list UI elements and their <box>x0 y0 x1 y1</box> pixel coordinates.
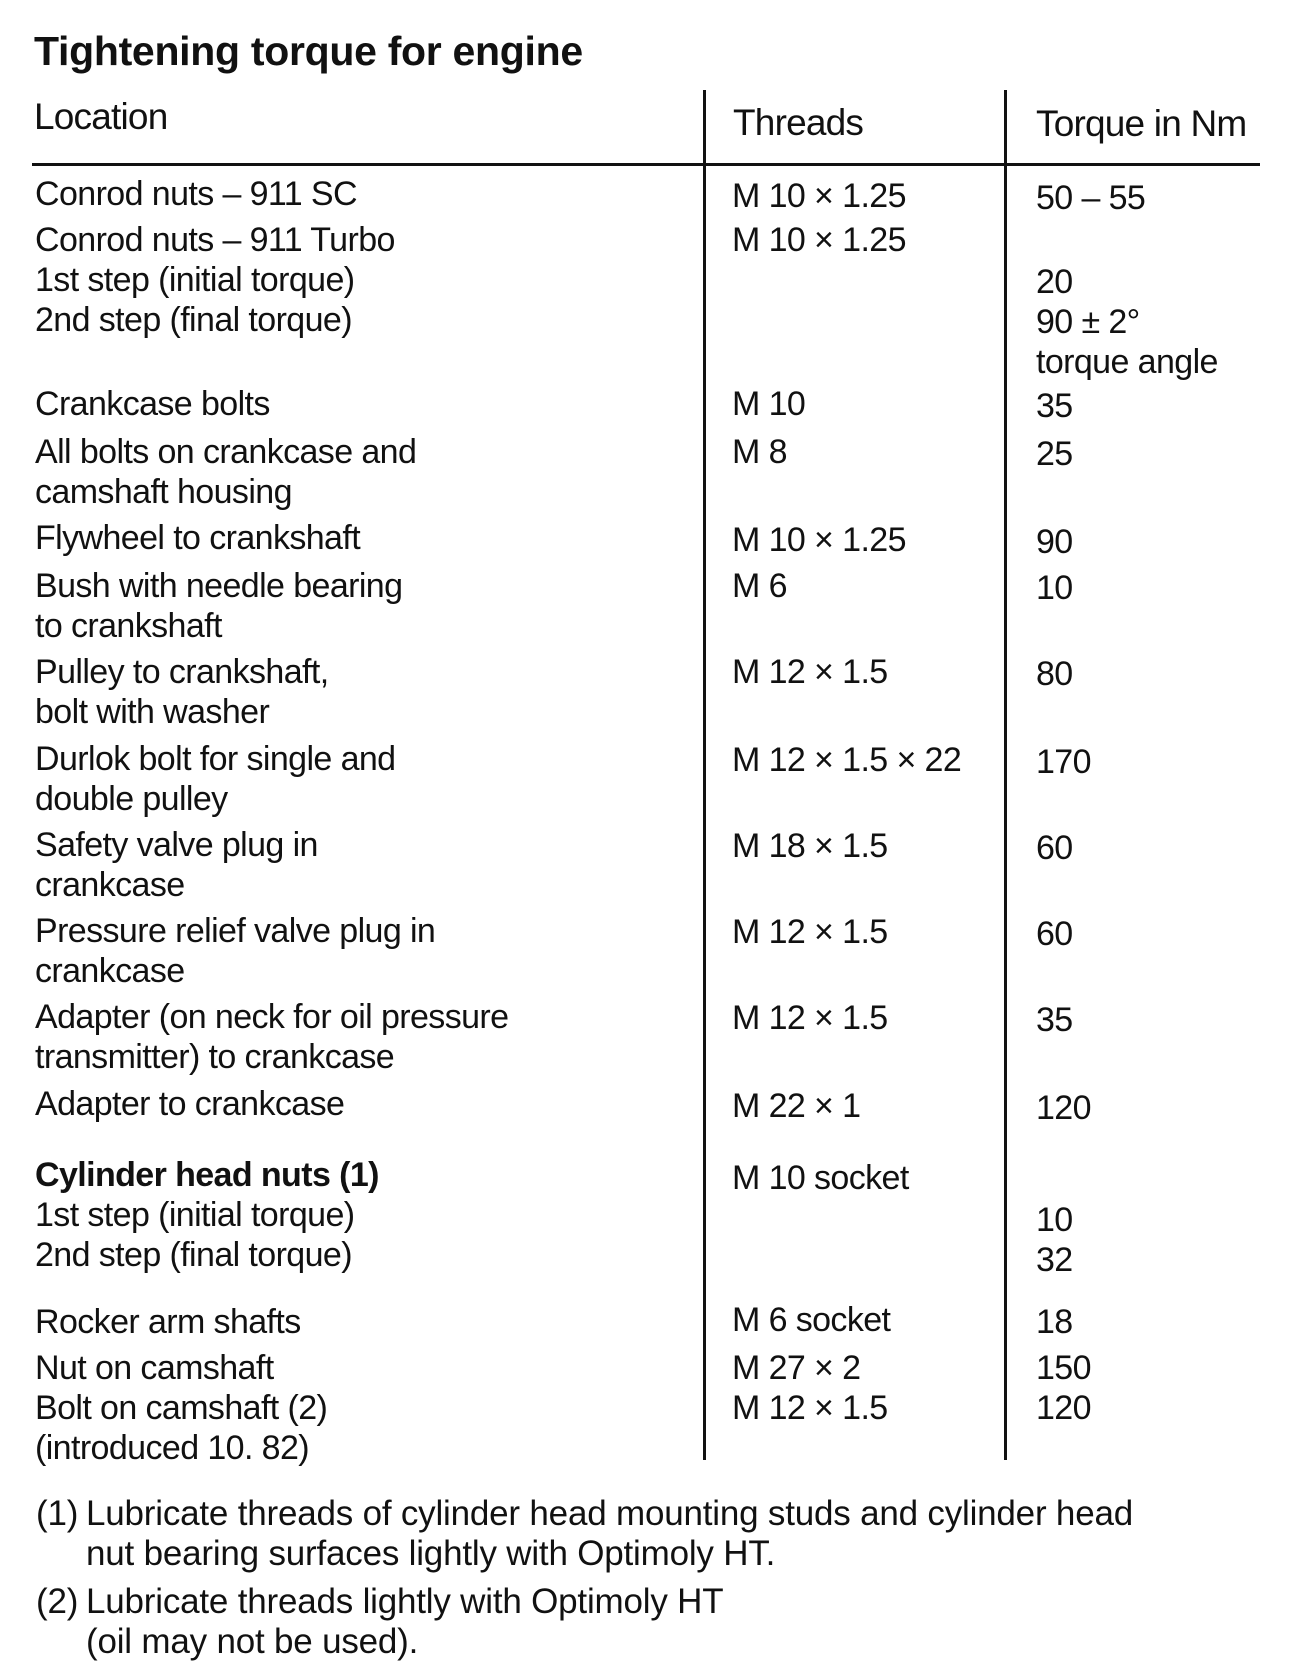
footnote-text <box>86 1582 723 1662</box>
torque-line: 80 <box>1036 655 1073 693</box>
location-line: double pulley <box>35 780 228 818</box>
threads-line: M 10 <box>732 385 806 423</box>
cell-threads <box>732 1300 890 1340</box>
threads-line: M 10 × 1.25 <box>732 521 906 559</box>
torque-line: 120 <box>1036 1389 1091 1427</box>
cell-threads <box>732 220 906 260</box>
threads-line: M 10 socket <box>732 1159 909 1197</box>
threads-line: M 12 × 1.5 <box>732 999 888 1037</box>
location-line: All bolts on crankcase and <box>35 433 417 471</box>
location-line: bolt with washer <box>35 693 270 731</box>
torque-line: 35 <box>1036 1001 1073 1039</box>
cell-threads <box>732 1086 860 1126</box>
cell-threads <box>732 432 787 472</box>
cell-torque <box>1036 568 1073 608</box>
torque-line: 120 <box>1036 1089 1091 1127</box>
threads-line: M 27 × 2 <box>732 1349 861 1387</box>
cell-location <box>35 566 402 646</box>
torque-line: 60 <box>1036 829 1073 867</box>
torque-line: 150 <box>1036 1349 1091 1387</box>
page-title: Tightening torque for engine <box>34 28 583 74</box>
torque-line: 90 <box>1036 523 1073 561</box>
location-line: Adapter to crankcase <box>35 1085 345 1123</box>
cell-torque <box>1036 1000 1073 1040</box>
torque-line: 170 <box>1036 743 1091 781</box>
cell-threads <box>732 520 906 560</box>
column-header-location: Location <box>34 96 168 137</box>
cell-torque <box>1036 1160 1073 1280</box>
footnote-line: Lubricate threads of cylinder head mounting studs and cylinder head <box>86 1494 1133 1533</box>
location-line: transmitter) to crankcase <box>35 1038 395 1076</box>
cell-torque <box>1036 386 1073 426</box>
cell-location <box>35 174 357 214</box>
location-line: 2nd step (final torque) <box>35 301 352 339</box>
location-line: (introduced 10. 82) <box>35 1429 309 1467</box>
column-divider-1 <box>703 90 706 1460</box>
location-line: 1st step (initial torque) <box>35 261 355 299</box>
cell-location <box>35 432 416 512</box>
location-line: Cylinder head nuts (1) <box>35 1156 379 1194</box>
threads-line: M 8 <box>732 433 787 471</box>
torque-line: 18 <box>1036 1303 1073 1341</box>
cell-torque <box>1036 1302 1073 1342</box>
cell-threads <box>732 998 888 1038</box>
torque-line <box>1036 222 1218 262</box>
cell-location <box>35 1348 327 1468</box>
torque-line: 90 ± 2° <box>1036 303 1140 341</box>
footnote-marker: (2) <box>36 1582 79 1621</box>
footnote-line: nut bearing surfaces lightly with Optimoly HT. <box>86 1534 776 1573</box>
threads-line: M 12 × 1.5 <box>732 653 888 691</box>
column-header-threads: Threads <box>733 102 864 143</box>
cell-location <box>35 652 329 732</box>
cell-location <box>35 1155 379 1275</box>
threads-line: M 12 × 1.5 <box>732 1389 888 1427</box>
torque-line: 10 <box>1036 1201 1073 1239</box>
cell-torque <box>1036 914 1073 954</box>
cell-location <box>35 518 360 558</box>
location-line: camshaft housing <box>35 473 292 511</box>
torque-line: 25 <box>1036 435 1073 473</box>
cell-location <box>35 911 435 991</box>
location-line: Nut on camshaft <box>35 1349 274 1387</box>
cell-threads <box>732 740 961 780</box>
cell-threads <box>732 652 888 692</box>
location-line: 1st step (initial torque) <box>35 1196 355 1234</box>
cell-torque <box>1036 1088 1091 1128</box>
location-line: Flywheel to crankshaft <box>35 519 361 557</box>
torque-line: 10 <box>1036 569 1073 607</box>
torque-line: 60 <box>1036 915 1073 953</box>
footnote-text <box>86 1494 1133 1574</box>
torque-line: torque angle <box>1036 343 1218 381</box>
location-line: 2nd step (final torque) <box>35 1236 352 1274</box>
cell-threads <box>732 384 805 424</box>
torque-line <box>1036 1160 1073 1200</box>
location-line: to crankshaft <box>35 607 222 645</box>
footnote-line: (oil may not be used). <box>86 1622 419 1661</box>
torque-line: 20 <box>1036 263 1073 301</box>
footnote-line: Lubricate threads lightly with Optimoly HT <box>86 1582 724 1621</box>
cell-location <box>35 1084 344 1124</box>
footnote-marker: (1) <box>36 1494 79 1533</box>
cell-torque <box>1036 522 1073 562</box>
location-line: Pulley to crankshaft, <box>35 653 329 691</box>
cell-location <box>35 1302 301 1342</box>
threads-line: M 6 socket <box>732 1301 891 1339</box>
cell-location <box>35 220 395 340</box>
threads-line: M 6 <box>732 567 787 605</box>
threads-line: M 12 × 1.5 × 22 <box>732 741 962 779</box>
cell-torque <box>1036 434 1073 474</box>
location-line: crankcase <box>35 952 185 990</box>
cell-threads <box>732 176 906 216</box>
cell-threads <box>732 566 787 606</box>
cell-threads <box>732 826 888 866</box>
location-line: Rocker arm shafts <box>35 1303 301 1341</box>
header-divider <box>32 163 1260 166</box>
torque-line: 32 <box>1036 1241 1073 1279</box>
torque-line: 35 <box>1036 387 1073 425</box>
torque-line: 50 – 55 <box>1036 179 1146 217</box>
cell-location <box>35 384 270 424</box>
location-line: Durlok bolt for single and <box>35 740 396 778</box>
column-divider-2 <box>1004 90 1007 1460</box>
location-line: Pressure relief valve plug in <box>35 912 436 950</box>
column-header-torque: Torque in Nm <box>1036 103 1247 144</box>
threads-line: M 10 × 1.25 <box>732 177 906 215</box>
location-line: Bush with needle bearing <box>35 567 403 605</box>
location-line: Crankcase bolts <box>35 385 270 423</box>
cell-threads <box>732 912 888 952</box>
location-line: Conrod nuts – 911 SC <box>35 175 357 213</box>
cell-threads <box>732 1158 909 1198</box>
location-line: Conrod nuts – 911 Turbo <box>35 221 395 259</box>
threads-line: M 18 × 1.5 <box>732 827 888 865</box>
location-line: Safety valve plug in <box>35 826 318 864</box>
threads-line: M 22 × 1 <box>732 1087 861 1125</box>
cell-torque <box>1036 1348 1091 1428</box>
cell-location <box>35 825 318 905</box>
cell-torque <box>1036 222 1218 382</box>
location-line: crankcase <box>35 866 185 904</box>
threads-line: M 10 × 1.25 <box>732 221 906 259</box>
cell-torque <box>1036 178 1145 218</box>
cell-torque <box>1036 828 1073 868</box>
cell-location <box>35 739 396 819</box>
cell-torque <box>1036 742 1091 782</box>
cell-location <box>35 997 508 1077</box>
cell-threads <box>732 1348 888 1428</box>
location-line: Bolt on camshaft (2) <box>35 1389 328 1427</box>
location-line: Adapter (on neck for oil pressure <box>35 998 509 1036</box>
cell-torque <box>1036 654 1073 694</box>
threads-line: M 12 × 1.5 <box>732 913 888 951</box>
